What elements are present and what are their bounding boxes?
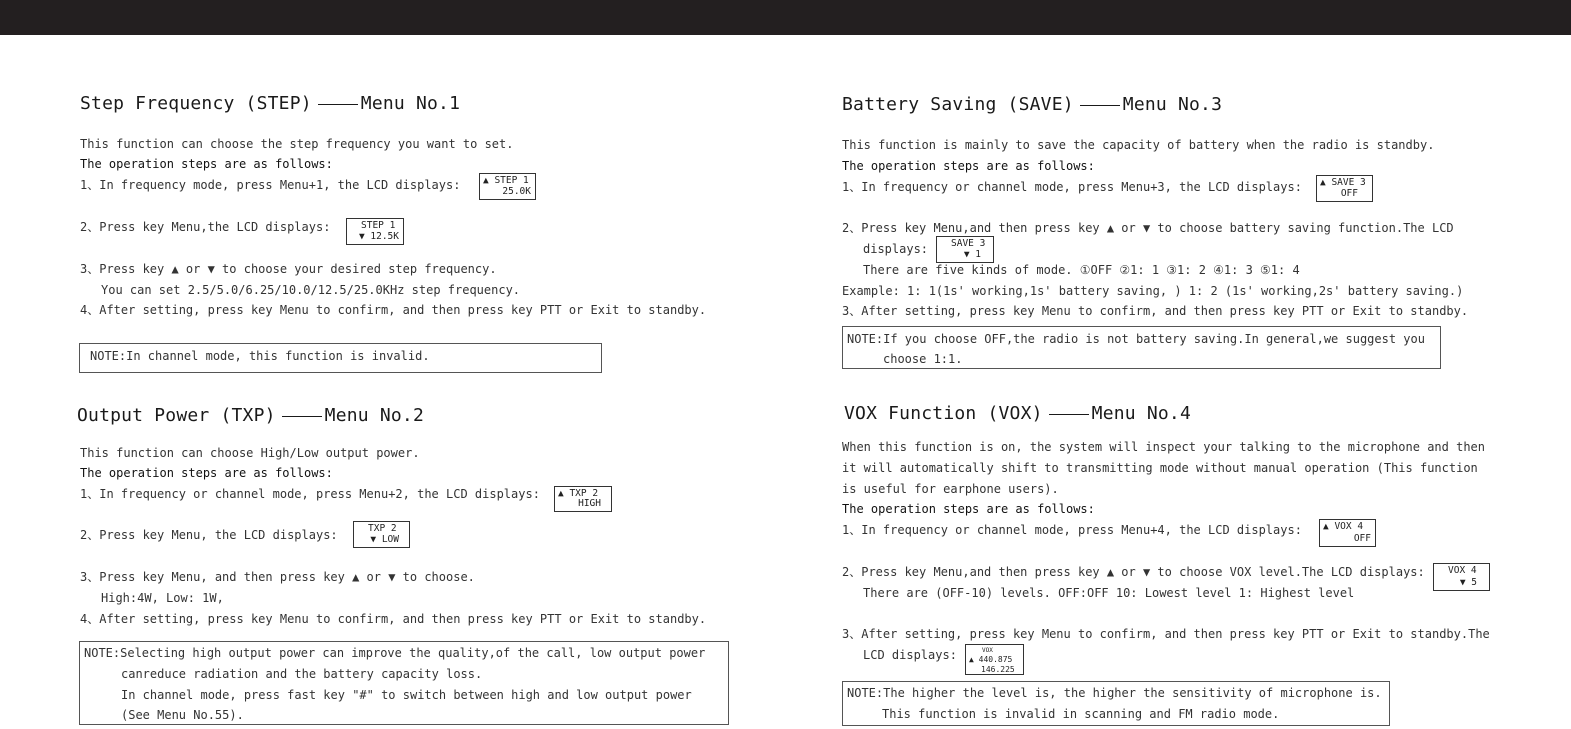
- lcd-display: [1433, 563, 1490, 591]
- vox-intro-line-3: is useful for earphone users).: [842, 482, 1059, 496]
- txp-step-3: 3、Press key Menu, and then press key ▲ or ▼ to choose.: [80, 570, 475, 584]
- lcd-top-line: STEP 1: [361, 220, 396, 231]
- lcd-bottom-line: OFF: [1353, 533, 1371, 544]
- save-note-box: [842, 326, 1441, 369]
- step-steps-heading: The operation steps are as follows:: [80, 157, 333, 171]
- txp-step-4: 4、After setting, press key Menu to confirm, and then press key PTT or Exit to standby.: [80, 612, 707, 626]
- save-step-1: 1、In frequency or channel mode, press Menu+3, the LCD displays:: [842, 180, 1302, 194]
- save-modes: There are five kinds of mode. ①OFF ②1: 1 ③1: 2 ④1: 3 ⑤1: 4: [863, 263, 1300, 277]
- lcd-bottom-line: HIGH: [578, 498, 601, 509]
- lcd-display: [936, 236, 994, 263]
- heading-dash: [1080, 105, 1120, 106]
- heading-dash: [282, 416, 322, 417]
- lcd-bottom-line: ▼ 1: [963, 249, 981, 260]
- lcd-top-line: VOX 4: [1448, 565, 1477, 576]
- save-title: Battery Saving (SAVE): [842, 94, 1074, 115]
- lcd-top-line: ▲ SAVE 3: [1320, 177, 1366, 188]
- txp-step-1: 1、In frequency or channel mode, press Menu+2, the LCD displays:: [80, 487, 540, 501]
- vox-note-line-2: This function is invalid in scanning and FM radio mode.: [882, 707, 1280, 721]
- lcd-bottom-line: OFF: [1340, 188, 1358, 199]
- vox-step-3-displays: LCD displays:: [863, 648, 957, 662]
- lcd-bottom-line: ▼ 12.5K: [358, 231, 399, 242]
- txp-title: Output Power (TXP): [77, 405, 276, 426]
- txp-menu-number: Menu No.2: [324, 405, 425, 426]
- vox-steps-heading: The operation steps are as follows:: [842, 502, 1095, 516]
- lcd-top-line: TXP 2: [368, 523, 397, 534]
- top-bar: [0, 0, 1571, 35]
- vox-title: VOX Function (VOX): [844, 403, 1043, 424]
- heading-dash: [318, 104, 358, 105]
- lcd-display: [479, 173, 536, 200]
- save-step-3: 3、After setting, press key Menu to confirm, and then press key PTT or Exit to standby.: [842, 304, 1469, 318]
- save-step-2-displays: displays:: [863, 242, 929, 256]
- txp-note-line-3: In channel mode, press fast key "#" to switch between high and low output power: [121, 688, 692, 702]
- vox-note-line-1: NOTE:The higher the level is, the higher the sensitivity of microphone is.: [847, 686, 1382, 700]
- lcd-display: [346, 218, 404, 245]
- step-title: Step Frequency (STEP): [80, 93, 312, 114]
- lcd-frequency-1: ▲ 440.875: [969, 655, 1013, 664]
- txp-steps-heading: The operation steps are as follows:: [80, 466, 333, 480]
- txp-step-2: 2、Press key Menu, the LCD displays:: [80, 528, 338, 542]
- vox-heading: [844, 403, 1191, 424]
- step-step-2: 2、Press key Menu,the LCD displays:: [80, 220, 331, 234]
- step-step-1: 1、In frequency mode, press Menu+1, the LCD displays:: [80, 178, 461, 192]
- txp-note-line-1: NOTE:Selecting high output power can improve the quality,of the call, low output power: [84, 646, 706, 660]
- lcd-top-line: SAVE 3: [951, 238, 986, 249]
- vox-step-2: 2、Press key Menu,and then press key ▲ or ▼ to choose VOX level.The LCD displays:: [842, 565, 1425, 579]
- txp-note-line-4: (See Menu No.55).: [121, 708, 244, 722]
- txp-note-line-2: canreduce radiation and the battery capacity loss.: [121, 667, 483, 681]
- txp-step-3-detail: High:4W, Low: 1W,: [101, 591, 224, 605]
- save-step-2: 2、Press key Menu,and then press key ▲ or ▼ to choose battery saving function.The LCD: [842, 221, 1454, 235]
- save-heading: [842, 94, 1222, 115]
- save-example: Example: 1: 1(1s' working,1s' battery saving, ) 1: 2 (1s' working,2s' battery saving.): [842, 284, 1464, 298]
- step-menu-number: Menu No.1: [360, 93, 461, 114]
- lcd-display-frequency: [965, 644, 1024, 675]
- step-step-3-detail: You can set 2.5/5.0/6.25/10.0/12.5/25.0KHz step frequency.: [101, 283, 521, 297]
- lcd-bottom-line: 25.0K: [502, 186, 531, 197]
- step-step-4: 4、After setting, press key Menu to confirm, and then press key PTT or Exit to standby.: [80, 303, 707, 317]
- lcd-display: [353, 521, 410, 548]
- vox-step-1: 1、In frequency or channel mode, press Menu+4, the LCD displays:: [842, 523, 1302, 537]
- save-note-line-2: choose 1:1.: [883, 352, 963, 366]
- vox-levels: There are (OFF-10) levels. OFF:OFF 10: Lowest level 1: Highest level: [863, 586, 1355, 600]
- step-note: NOTE:In channel mode, this function is invalid.: [90, 349, 430, 363]
- vox-note-box: [842, 681, 1390, 726]
- lcd-top-line: ▲ STEP 1: [483, 175, 529, 186]
- vox-intro-line-2: it will automatically shift to transmitting mode without manual operation (This function: [842, 461, 1478, 475]
- lcd-top-line: ▲ VOX 4: [1323, 521, 1364, 532]
- lcd-bottom-line: ▼ LOW: [370, 534, 399, 545]
- txp-intro: This function can choose High/Low output power.: [80, 446, 420, 460]
- lcd-frequency-2: 146.225: [981, 665, 1015, 674]
- save-intro: This function is mainly to save the capacity of battery when the radio is standby.: [842, 138, 1435, 152]
- txp-heading: [77, 405, 424, 426]
- lcd-display: [1319, 519, 1376, 547]
- lcd-display: [554, 486, 612, 512]
- vox-intro-line-1: When this function is on, the system will inspect your talking to the microphone and then: [842, 440, 1485, 454]
- save-note-line-1: NOTE:If you choose OFF,the radio is not battery saving.In general,we suggest you: [847, 332, 1425, 346]
- lcd-bottom-line: ▼ 5: [1459, 577, 1477, 588]
- lcd-display: [1316, 175, 1373, 202]
- step-note-box: [79, 343, 602, 373]
- txp-note-box: [79, 641, 729, 725]
- lcd-top-line: ▲ TXP 2: [558, 488, 599, 499]
- vox-step-3: 3、After setting, press key Menu to confirm, and then press key PTT or Exit to standby.The: [842, 627, 1490, 641]
- step-intro: This function can choose the step frequency you want to set.: [80, 137, 514, 151]
- save-menu-number: Menu No.3: [1122, 94, 1223, 115]
- step-step-3: 3、Press key ▲ or ▼ to choose your desired step frequency.: [80, 262, 497, 276]
- vox-menu-number: Menu No.4: [1091, 403, 1192, 424]
- heading-dash: [1049, 414, 1089, 415]
- step-heading: [80, 93, 460, 114]
- save-steps-heading: The operation steps are as follows:: [842, 159, 1095, 173]
- lcd-vox-label: VOX: [982, 647, 993, 654]
